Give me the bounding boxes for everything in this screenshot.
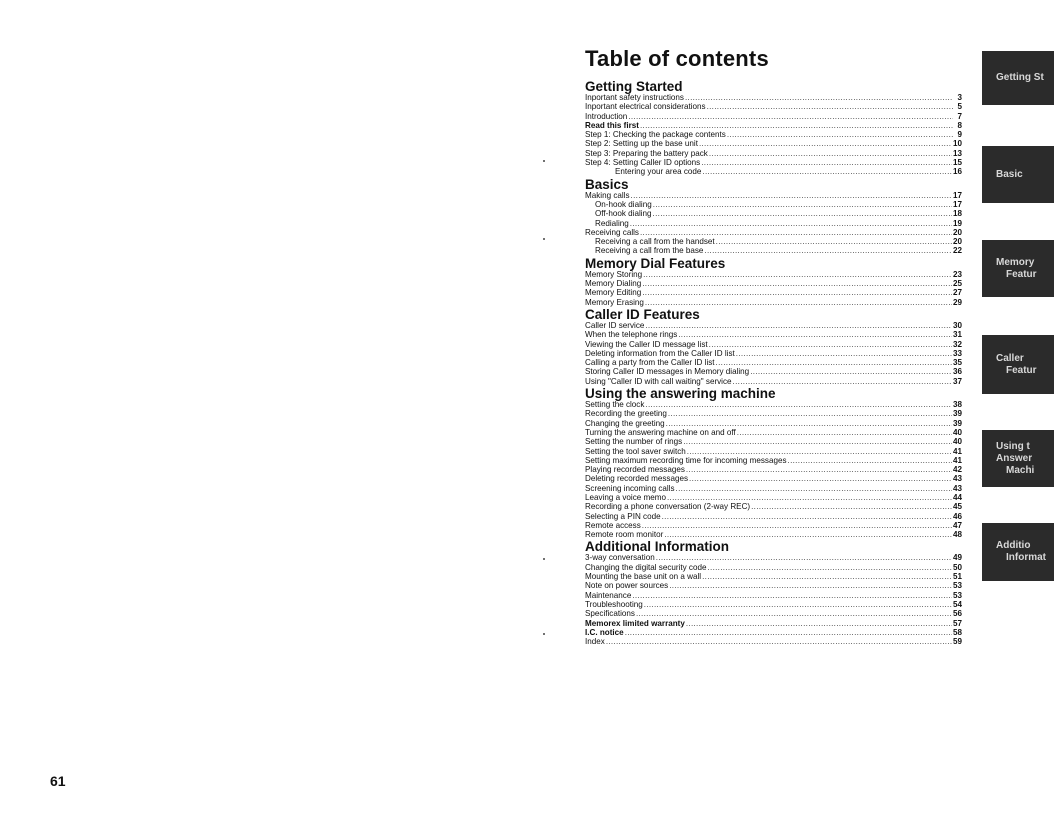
section-heading: Using the answering machine <box>585 386 776 402</box>
toc-entry-page: 56 <box>952 609 962 619</box>
toc-entry <box>585 619 962 628</box>
toc-entry-label: When the telephone rings <box>585 330 678 340</box>
toc-entry-label: Step 2: Setting up the base unit <box>585 139 698 149</box>
toc-entry-label: Changing the greeting <box>585 418 665 428</box>
toc-entry <box>585 298 962 307</box>
dot-leader <box>645 298 952 307</box>
toc-entry-label: Receiving calls <box>585 227 639 237</box>
toc-entry-page: 46 <box>952 511 962 521</box>
dot-leader <box>625 628 952 637</box>
margin-dot <box>543 160 545 162</box>
toc-entry <box>585 237 962 246</box>
toc-entry <box>585 130 962 139</box>
dot-leader <box>644 600 952 609</box>
dot-leader <box>667 493 952 502</box>
toc-entry <box>585 591 962 600</box>
section-tab[interactable] <box>982 51 1054 105</box>
toc-entry <box>585 93 962 102</box>
toc-entry <box>585 456 962 465</box>
toc-entry-label: Selecting a PIN code <box>585 511 661 521</box>
dot-leader <box>689 474 952 483</box>
section-heading: Memory Dial Features <box>585 255 726 271</box>
toc-entry <box>585 219 962 228</box>
toc-entry-page: 30 <box>952 320 962 330</box>
toc-entry-page: 16 <box>952 167 962 177</box>
dot-leader <box>643 270 952 279</box>
section-tab-label: Additio <box>996 540 1031 551</box>
toc-entry <box>585 572 962 581</box>
dot-leader <box>716 237 952 246</box>
dot-leader <box>678 330 952 339</box>
toc-entry-page: 15 <box>952 158 962 168</box>
toc-entry-page: 25 <box>952 279 962 289</box>
toc-entry-label: Specifications <box>585 609 635 619</box>
toc-entry-label: Using "Caller ID with call waiting" service <box>585 376 732 386</box>
toc-entry-page: 43 <box>952 474 962 484</box>
section-heading: Basics <box>585 176 629 192</box>
toc-entry <box>585 158 962 167</box>
toc-entry-page: 45 <box>952 502 962 512</box>
toc-entry <box>585 530 962 539</box>
dot-leader <box>645 400 952 409</box>
toc-entry <box>585 484 962 493</box>
toc-entry-page: 35 <box>952 358 962 368</box>
dot-leader <box>656 553 952 562</box>
toc-entry-page: 43 <box>952 483 962 493</box>
dot-leader <box>737 428 952 437</box>
dot-leader <box>653 200 952 209</box>
toc-entry-page: 18 <box>952 209 962 219</box>
toc-entry <box>585 437 962 446</box>
toc-entry <box>585 409 962 418</box>
toc-entry-page: 20 <box>952 227 962 237</box>
toc-entry-page: 41 <box>952 446 962 456</box>
toc-entry-label: Viewing the Caller ID message list <box>585 339 708 349</box>
toc-entry <box>585 270 962 279</box>
dot-leader <box>632 591 952 600</box>
toc-entry <box>585 377 962 386</box>
toc-entry <box>585 600 962 609</box>
dot-leader <box>707 102 953 111</box>
toc-entry-label: Entering your area code <box>615 167 702 177</box>
dot-leader <box>687 447 952 456</box>
toc-entry-label: Turning the answering machine on and off <box>585 427 736 437</box>
toc-entry-label: Maintenance <box>585 590 632 600</box>
section-tab[interactable] <box>982 335 1054 394</box>
dot-leader <box>676 484 952 493</box>
dot-leader <box>702 572 952 581</box>
toc-entry <box>585 340 962 349</box>
section-heading: Getting Started <box>585 79 683 94</box>
toc-entry-page: 32 <box>952 339 962 349</box>
margin-dot <box>543 238 545 240</box>
toc-entry <box>585 367 962 376</box>
toc-entry <box>585 419 962 428</box>
toc-entry-label: Changing the digital security code <box>585 562 707 572</box>
section-tab-label: Answer <box>996 452 1033 464</box>
toc-entry-label: Playing recorded messages <box>585 465 685 475</box>
toc-entry-page: 20 <box>952 237 962 247</box>
toc-entry-label: Remote room monitor <box>585 530 664 540</box>
toc-entry <box>585 358 962 367</box>
toc-entry-label: Memory Editing <box>585 288 642 298</box>
toc-entry-label: Setting the number of rings <box>585 437 683 447</box>
toc-entry <box>585 139 962 148</box>
toc-entry-label: Off-hook dialing <box>595 209 652 219</box>
toc-entry <box>585 512 962 521</box>
toc-entry-label: 3-way conversation <box>585 553 655 563</box>
toc-entry <box>585 428 962 437</box>
toc-entry <box>585 191 962 200</box>
toc-entry-label: Introduction <box>585 111 628 121</box>
toc-entry-label: I.C. notice <box>585 627 624 637</box>
toc-entry-page: 40 <box>952 437 962 447</box>
toc-entry-label: Setting maximum recording time for incoming messages <box>585 455 787 465</box>
toc-entry-page: 3 <box>957 93 962 102</box>
dot-leader <box>631 191 952 200</box>
toc-entry-page: 41 <box>952 455 962 465</box>
dot-leader <box>704 246 952 255</box>
table-of-contents <box>585 46 962 646</box>
toc-entry-page: 27 <box>952 288 962 298</box>
toc-entry-page: 37 <box>952 376 962 386</box>
toc-entry-label: Step 1: Checking the package contents <box>585 130 726 140</box>
toc-entry <box>585 447 962 456</box>
toc-entry-label: Inportant safety instructions <box>585 93 684 102</box>
dot-leader <box>683 437 952 446</box>
toc-entry <box>585 474 962 483</box>
dot-leader <box>699 139 952 148</box>
toc-entry <box>585 581 962 590</box>
toc-body <box>585 80 962 646</box>
toc-entry-page: 42 <box>952 465 962 475</box>
dot-leader <box>669 581 952 590</box>
toc-entry <box>585 112 962 121</box>
dot-leader <box>733 377 952 386</box>
margin-dot <box>543 633 545 635</box>
section-tab[interactable] <box>982 523 1054 581</box>
toc-entry-page: 31 <box>952 330 962 340</box>
toc-entry <box>585 102 962 111</box>
dot-leader <box>636 609 952 618</box>
page-number: 61 <box>50 773 66 789</box>
dot-leader <box>685 93 953 102</box>
toc-entry-label: Receiving a call from the handset <box>595 237 715 247</box>
toc-entry-label: On-hook dialing <box>595 199 652 209</box>
toc-entry <box>585 121 962 130</box>
section-tab[interactable] <box>982 240 1054 297</box>
toc-entry <box>585 628 962 637</box>
toc-entry-label: Memory Dialing <box>585 279 642 289</box>
dot-leader <box>707 563 952 572</box>
toc-entry-page: 59 <box>952 637 962 647</box>
toc-entry-page: 33 <box>952 348 962 358</box>
section-tab-label: Informat <box>1006 552 1046 563</box>
toc-entry-label: Mounting the base unit on a wall <box>585 572 702 582</box>
dot-leader <box>628 112 953 121</box>
toc-entry-page: 36 <box>952 367 962 377</box>
dot-leader <box>716 358 952 367</box>
dot-leader <box>750 367 952 376</box>
toc-entry-page: 39 <box>952 409 962 419</box>
toc-entry-page: 49 <box>952 553 962 563</box>
dot-leader <box>668 409 952 418</box>
toc-entry-label: Remote access <box>585 520 641 530</box>
toc-entry-label: Memory Erasing <box>585 297 644 307</box>
dot-leader <box>686 465 952 474</box>
toc-entry <box>585 167 962 176</box>
toc-entry-page: 38 <box>952 400 962 410</box>
toc-entry-page: 19 <box>952 218 962 228</box>
dot-leader <box>727 130 953 139</box>
toc-entry-label: Screening incoming calls <box>585 483 675 493</box>
toc-entry-page: 17 <box>952 199 962 209</box>
toc-entry-label: Recording the greeting <box>585 409 667 419</box>
toc-entry-label: Setting the clock <box>585 400 645 410</box>
toc-entry-label: Inportant electrical considerations <box>585 102 706 112</box>
toc-entry <box>585 553 962 562</box>
toc-entry-page: 39 <box>952 418 962 428</box>
toc-entry-label: Memorex limited warranty <box>585 618 685 628</box>
toc-entry-label: Read this first <box>585 120 639 130</box>
toc-entry-page: 50 <box>952 562 962 572</box>
section-tab[interactable] <box>982 430 1054 487</box>
dot-leader <box>640 228 952 237</box>
toc-entry-page: 53 <box>952 590 962 600</box>
dot-leader <box>702 167 952 176</box>
toc-entry <box>585 330 962 339</box>
toc-entry <box>585 609 962 618</box>
toc-entry <box>585 149 962 158</box>
dot-leader <box>640 121 953 130</box>
toc-entry-label: Caller ID service <box>585 320 645 330</box>
toc-entry <box>585 246 962 255</box>
dot-leader <box>686 619 952 628</box>
dot-leader <box>642 521 952 530</box>
dot-leader <box>642 279 952 288</box>
page-title: Table of contents <box>585 46 769 71</box>
toc-entry-page: 8 <box>957 120 962 130</box>
toc-entry-page: 51 <box>952 572 962 582</box>
toc-entry-label: Index <box>585 637 605 647</box>
toc-entry <box>585 637 962 646</box>
section-heading: Additional Information <box>585 539 729 555</box>
toc-entry <box>585 321 962 330</box>
dot-leader <box>653 209 952 218</box>
toc-entry-label: Calling a party from the Caller ID list <box>585 358 715 368</box>
section-tab-label: Featur <box>1006 268 1037 280</box>
dot-leader <box>709 340 952 349</box>
toc-entry-label: Step 4: Setting Caller ID options <box>585 158 701 168</box>
toc-entry <box>585 521 962 530</box>
toc-entry <box>585 288 962 297</box>
section-tab-label: Memory <box>996 256 1035 268</box>
dot-leader <box>751 502 952 511</box>
toc-entry <box>585 279 962 288</box>
margin-dot <box>543 558 545 560</box>
section-tab-label: Machi <box>1006 464 1035 476</box>
toc-entry-label: Note on power sources <box>585 581 669 591</box>
toc-entry-page: 47 <box>952 520 962 530</box>
section-tab-label: Featur <box>1006 364 1037 376</box>
toc-entry-label: Deleting information from the Caller ID list <box>585 348 735 358</box>
toc-entry-page: 54 <box>952 599 962 609</box>
toc-entry-label: Setting the tool saver switch <box>585 446 686 456</box>
section-tab-label: Using t <box>996 440 1030 452</box>
toc-entry-page: 7 <box>957 111 962 121</box>
toc-entry-page: 22 <box>952 246 962 256</box>
toc-entry <box>585 563 962 572</box>
section-tab-label: Basic <box>996 168 1023 180</box>
toc-entry-page: 57 <box>952 618 962 628</box>
dot-leader <box>642 288 952 297</box>
section-tab-label: Caller <box>996 352 1024 364</box>
section-heading: Caller ID Features <box>585 306 700 322</box>
dot-leader <box>606 637 952 646</box>
toc-entry-page: 17 <box>952 190 962 200</box>
toc-entry <box>585 209 962 218</box>
dot-leader <box>662 512 952 521</box>
toc-entry-page: 53 <box>952 581 962 591</box>
toc-entry-page: 29 <box>952 297 962 307</box>
toc-entry-label: Recording a phone conversation (2-way REC) <box>585 502 751 512</box>
toc-entry <box>585 349 962 358</box>
toc-entry-label: Deleting recorded messages <box>585 474 689 484</box>
toc-entry-label: Making calls <box>585 190 630 200</box>
section-tab-label: Getting St <box>996 72 1044 83</box>
toc-entry-label: Leaving a voice memo <box>585 492 666 502</box>
toc-entry-page: 48 <box>952 530 962 540</box>
dot-leader <box>788 456 952 465</box>
dot-leader <box>645 321 952 330</box>
dot-leader <box>736 349 952 358</box>
toc-entry-page: 44 <box>952 492 962 502</box>
toc-entry <box>585 502 962 511</box>
section-tab[interactable] <box>982 146 1054 203</box>
dot-leader <box>664 530 952 539</box>
toc-entry-label: Step 3: Preparing the battery pack <box>585 148 708 158</box>
toc-entry <box>585 400 962 409</box>
toc-entry-label: Troubleshooting <box>585 599 643 609</box>
toc-entry <box>585 465 962 474</box>
toc-entry-label: Redialing <box>595 218 629 228</box>
toc-entry-label: Storing Caller ID messages in Memory dialing <box>585 367 750 377</box>
dot-leader <box>630 219 952 228</box>
section-tabs <box>982 0 1054 814</box>
toc-entry-label: Memory Storing <box>585 269 643 279</box>
toc-entry-page: 5 <box>957 102 962 112</box>
toc-entry-page: 9 <box>957 130 962 140</box>
dot-leader <box>666 419 952 428</box>
toc-entry-label: Receiving a call from the base <box>595 246 704 256</box>
dot-leader <box>701 158 952 167</box>
toc-entry-page: 10 <box>952 139 962 149</box>
toc-entry <box>585 200 962 209</box>
dot-leader <box>709 149 952 158</box>
toc-entry <box>585 228 962 237</box>
toc-entry <box>585 493 962 502</box>
toc-entry-page: 23 <box>952 269 962 279</box>
toc-entry-page: 58 <box>952 627 962 637</box>
toc-entry-page: 13 <box>952 148 962 158</box>
toc-entry-page: 40 <box>952 427 962 437</box>
